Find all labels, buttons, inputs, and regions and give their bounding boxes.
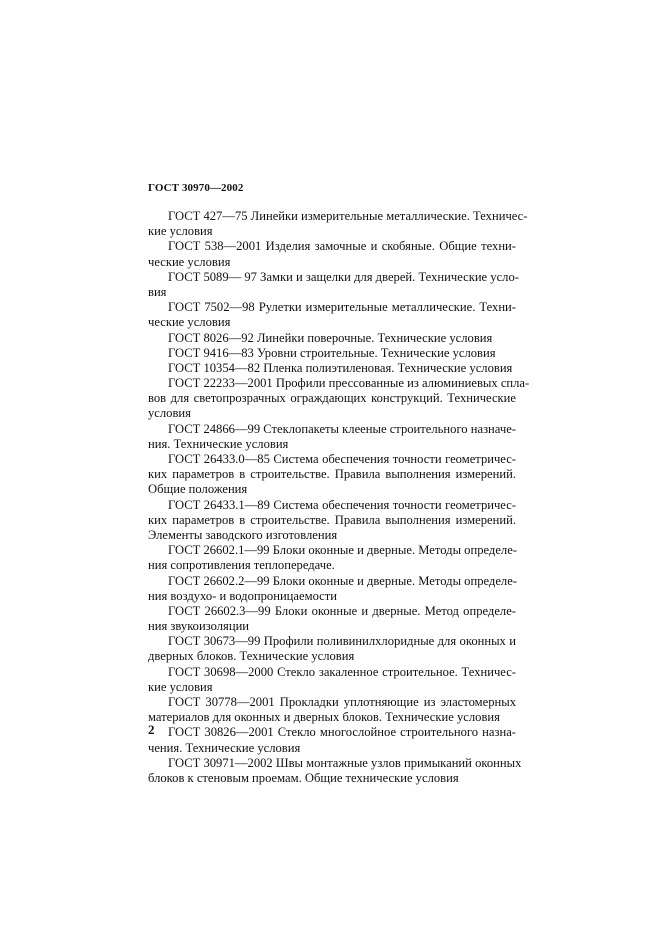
reference-entry (148, 574, 516, 604)
reference-first-line: ГОСТ 26602.2—99 Блоки оконные и дверные. Методы определе- (168, 573, 518, 588)
reference-continuation-line: условия (148, 406, 191, 421)
reference-first-line: ГОСТ 30778—2001 Прокладки уплотняющие из эластомерных (168, 695, 516, 709)
reference-entry (148, 543, 516, 573)
reference-first-line: ГОСТ 5089— 97 Замки и защелки для дверей. Технические усло- (168, 269, 519, 284)
reference-entry (148, 376, 530, 422)
reference-first-line: ГОСТ 22233—2001 Профили прессованные из алюминиевых спла- (168, 376, 530, 391)
reference-first-line: ГОСТ 8026—92 Линейки поверочные. Технические условия (168, 330, 493, 345)
reference-entry (148, 755, 522, 786)
reference-continuation-line: ния сопротивления теплопередаче. (148, 558, 335, 573)
reference-entry (148, 604, 516, 634)
reference-first-line: ГОСТ 30673—99 Профили поливинилхлоридные для оконных и (168, 634, 516, 649)
reference-continuation-line: дверных блоков. Технические условия (148, 649, 355, 664)
reference-entry (148, 331, 516, 346)
reference-entry (148, 634, 516, 664)
reference-continuation-line: кие условия (148, 224, 213, 239)
reference-first-line: ГОСТ 538—2001 Изделия замочные и скобяные. Общие техни- (168, 239, 516, 254)
reference-entry (148, 239, 516, 269)
reference-first-line: ГОСТ 24866—99 Стеклопакеты клееные строительного назначе- (168, 421, 516, 436)
reference-first-line: ГОСТ 10354—82 Пленка полиэтиленовая. Технические условия (168, 360, 513, 375)
reference-continuation-line: ких параметров в строительстве. Правила выполнения измерений. (148, 467, 516, 482)
reference-first-line: ГОСТ 30971—2002 Швы монтажные узлов примыканий оконных (168, 755, 522, 770)
reference-first-line: ГОСТ 26433.0—85 Система обеспечения точности геометричес- (168, 452, 516, 466)
reference-entry (148, 300, 516, 330)
reference-continuation-line: Общие положения (148, 482, 248, 497)
reference-entry (148, 725, 516, 755)
reference-continuation-line: Элементы заводского изготовления (148, 527, 338, 542)
reference-entry (148, 346, 516, 361)
reference-entry (148, 269, 519, 300)
reference-first-line: ГОСТ 30826—2001 Стекло многослойное строительного назна- (168, 725, 516, 740)
reference-entry (148, 422, 516, 452)
reference-first-line: ГОСТ 7502—98 Рулетки измерительные металлические. Техни- (168, 300, 516, 315)
reference-entry (148, 695, 516, 725)
reference-first-line: ГОСТ 30698—2000 Стекло закаленное строительное. Техничес- (168, 664, 516, 679)
reference-continuation-line: чения. Технические условия (148, 740, 301, 755)
reference-first-line: ГОСТ 427—75 Линейки измерительные металлические. Техничес- (168, 209, 528, 223)
reference-continuation-line: вов для светопрозрачных ограждающих конструкций. Технические (148, 391, 516, 406)
reference-first-line: ГОСТ 26602.3—99 Блоки оконные и дверные. Метод определе- (168, 603, 516, 618)
reference-entry (148, 209, 528, 239)
document-header: ГОСТ 30970—2002 (148, 182, 244, 194)
reference-entry (148, 665, 516, 695)
reference-first-line: ГОСТ 9416—83 Уровни строительные. Технические условия (168, 345, 496, 360)
reference-continuation-line: ния звукоизоляции (148, 619, 250, 634)
reference-first-line: ГОСТ 26433.1—89 Система обеспечения точности геометричес- (168, 497, 516, 512)
reference-continuation-line: ческие условия (148, 315, 231, 330)
reference-entry (148, 452, 516, 498)
reference-continuation-line: вия (148, 284, 167, 299)
reference-continuation-line: блоков к стеновым проемам. Общие технические условия (148, 770, 459, 785)
reference-first-line: ГОСТ 26602.1—99 Блоки оконные и дверные. Методы определе- (168, 543, 518, 558)
reference-continuation-line: кие условия (148, 679, 213, 694)
reference-continuation-line: ческие условия (148, 254, 231, 269)
reference-entry (148, 361, 516, 376)
reference-continuation-line: материалов для оконных и дверных блоков. Технические условия (148, 710, 500, 725)
reference-entry (148, 498, 516, 544)
reference-continuation-line: ния. Технические условия (148, 436, 289, 451)
reference-continuation-line: ния воздухо- и водопроницаемости (148, 588, 338, 603)
reference-continuation-line: ких параметров в строительстве. Правила выполнения измерений. (148, 512, 516, 527)
normative-references-list (148, 209, 530, 786)
page-number: 2 (148, 722, 155, 737)
